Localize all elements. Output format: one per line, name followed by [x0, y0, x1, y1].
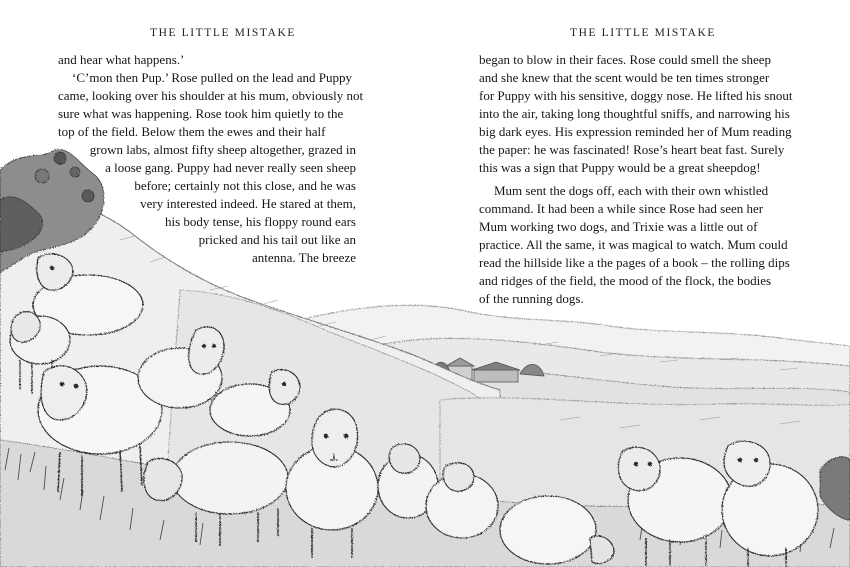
left-running-head: THE LITTLE MISTAKE [150, 27, 297, 39]
text-line: this was a sign that Puppy would be a great sheepdog! [479, 160, 761, 175]
text-line: practice. All the same, it was magical to watch. Mum could [479, 237, 788, 252]
text-line: pricked and his tail out like an [198, 232, 356, 247]
text-line: into the air, taking long thoughtful sniffs, and narrowing his [479, 106, 790, 121]
text-line: sure what was happening. Rose took him quietly to the [58, 106, 344, 121]
text-line: Mum working two dogs, and Trixie was a little out of [479, 219, 758, 234]
text-line: began to blow in their faces. Rose could smell the sheep [479, 52, 772, 67]
text-line: Mum sent the dogs off, each with their own whistled [494, 183, 769, 198]
text-line: and ridges of the field, the mood of the flock, the bodies [479, 273, 772, 288]
text-line: grown labs, almost fifty sheep altogether, grazed in [89, 142, 356, 157]
text-line: for Puppy with his sensitive, doggy nose. He lifted his snout [479, 88, 793, 103]
text-line: came, looking over his shoulder at his mum, obviously not [58, 88, 364, 103]
text-line: the paper: he was fascinated! Rose’s heart beat fast. Surely [479, 142, 785, 157]
text-line: before; certainly not this close, and he was [134, 178, 356, 193]
text-line: read the hillside like a the pages of a book – the rolling dips [479, 255, 790, 270]
text-line: ‘C’mon then Pup.’ Rose pulled on the lead and Puppy [72, 70, 352, 85]
text-line: his body tense, his floppy round ears [164, 214, 356, 229]
text-line: top of the field. Below them the ewes and their half [58, 124, 326, 139]
text-line: and she knew that the scent would be ten times stronger [479, 70, 770, 85]
text-line: a loose gang. Puppy had never really seen sheep [105, 160, 356, 175]
text-line: of the running dogs. [479, 291, 584, 306]
text-line: big dark eyes. His expression reminded her of Mum reading [479, 124, 792, 139]
text-line: antenna. The breeze [251, 250, 356, 265]
right-running-head: THE LITTLE MISTAKE [570, 27, 717, 39]
text-line: and hear what happens.’ [58, 52, 185, 67]
text-line: command. It had been a while since Rose had seen her [479, 201, 764, 216]
text-line: very interested indeed. He stared at them, [140, 196, 356, 211]
